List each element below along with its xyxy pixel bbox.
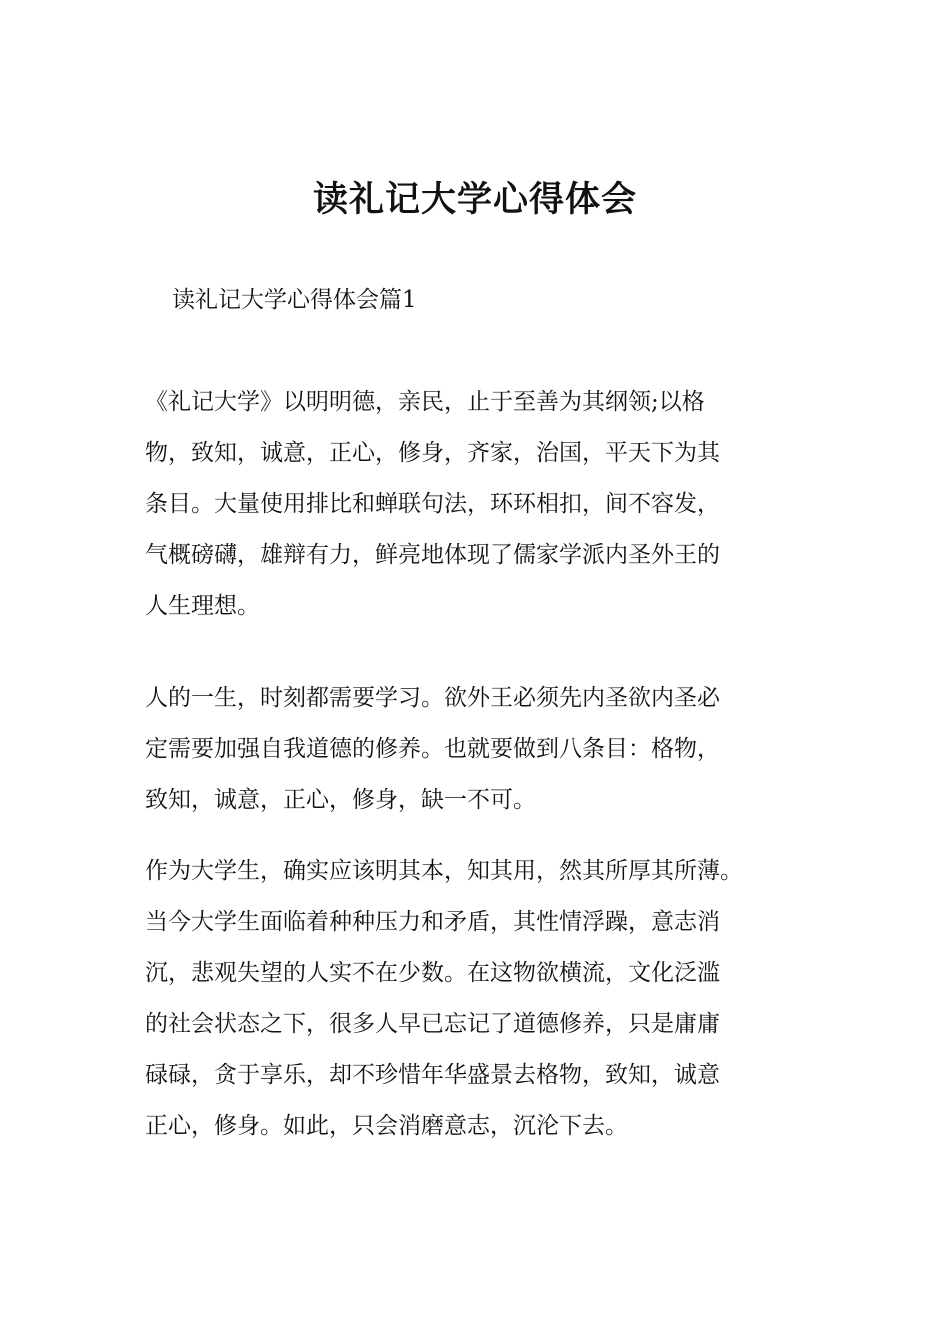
paragraph-3: 作为大学生，确实应该明其本，知其用，然其所厚其所薄。 当今大学生面临着种种压力和矛盾，其性情浮躁，意志消 沉，悲观失望的人实不在少数。在这物欲横流，文化泛滥 的社会状态之下，很多人早已忘记了道德修养，只是庸庸 碌碌，贪于享乐，却不珍惜年华盛景去格物，致知，诚意 正心，修身。如此，只会消磨意志，沉沦下去。 [145, 858, 743, 1139]
paragraph-2: 人的一生，时刻都需要学习。欲外王必须先内圣欲内圣必 定需要加强自我道德的修养。也就要做到八条目：格物， 致知，诚意，正心，修身，缺一不可。 [145, 685, 720, 813]
section-heading: 读礼记大学心得体会篇1 [172, 287, 417, 313]
paragraph-1: 《礼记大学》以明明德，亲民，止于至善为其纲领;以格 物，致知，诚意，正心，修身，齐家，治国，平天下为其 条目。大量使用排比和蝉联句法，环环相扣，间不容发， 气概磅礴，雄辩有力，鲜亮地体现了儒家学派内圣外王的 人生理想。 [145, 389, 720, 619]
document-title: 读礼记大学心得体会 [312, 180, 637, 220]
